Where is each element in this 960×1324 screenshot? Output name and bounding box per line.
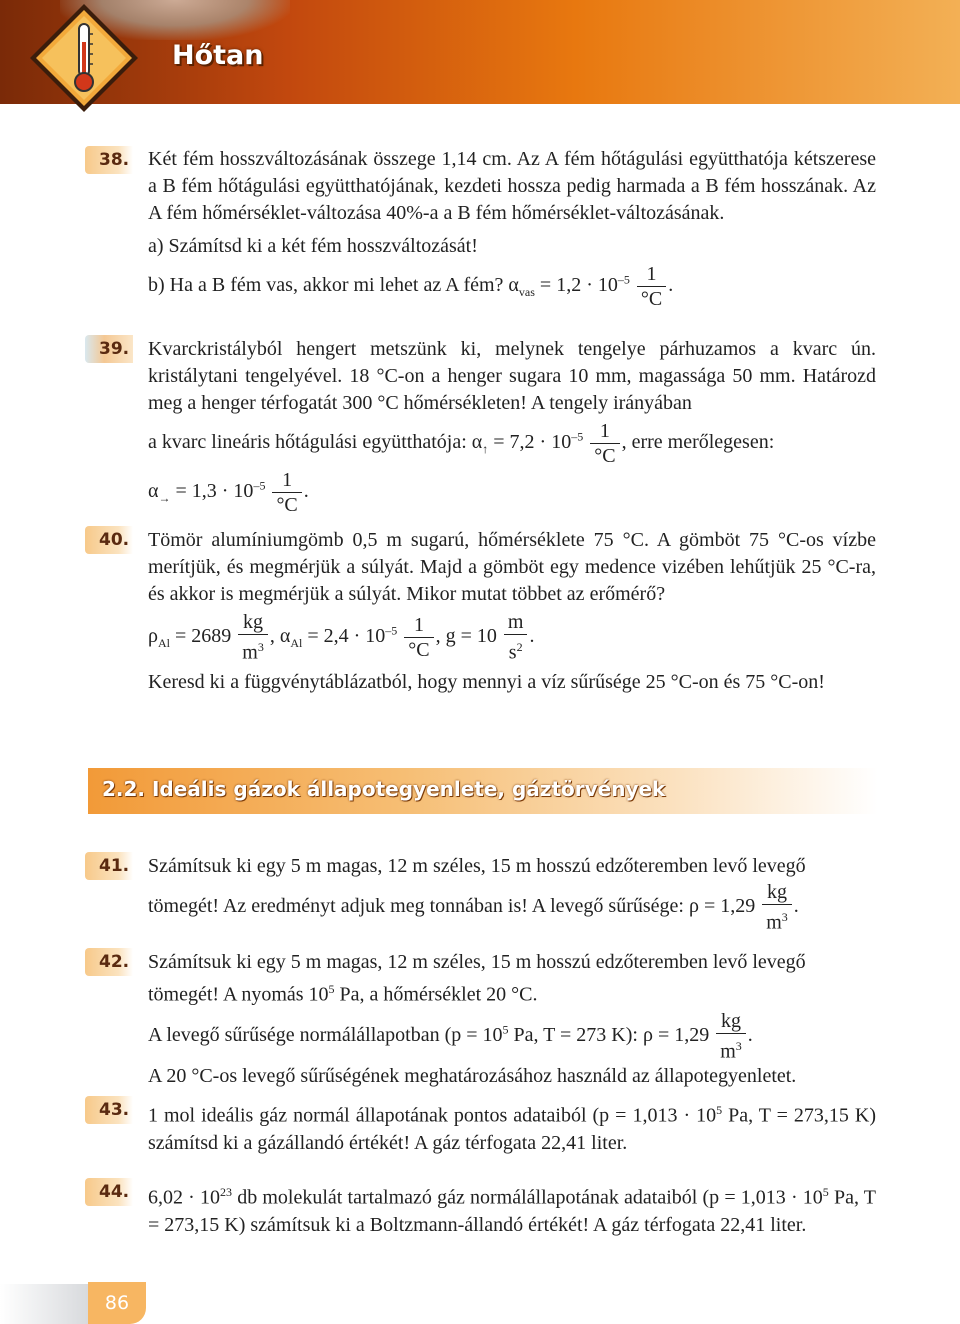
numerator: m xyxy=(504,610,528,635)
punctuation: . xyxy=(793,894,799,917)
text: A levegő sűrűsége normálállapotban (p = 10 xyxy=(148,1023,503,1046)
exponent: –5 xyxy=(617,272,630,287)
denominator: °C xyxy=(640,288,663,310)
subscript: Al xyxy=(290,635,303,650)
exponent: 5 xyxy=(502,1021,509,1036)
problem-number: 41. xyxy=(85,852,133,880)
formula-text: , g = 10 xyxy=(435,624,497,647)
problem-text: Pa, T = 273,15 K) számítsd ki a gázállandó értékét! A gáz térfogata 22,41 liter. xyxy=(148,1104,876,1154)
exponent: 5 xyxy=(328,982,335,996)
formula-line xyxy=(148,419,876,468)
problem-number: 40. xyxy=(85,526,133,554)
problem-40 xyxy=(148,527,876,696)
formula-line xyxy=(148,610,876,665)
subscript: → xyxy=(158,491,171,506)
problem-43 xyxy=(148,1097,876,1157)
numerator: kg xyxy=(716,1009,746,1034)
numerator: 1 xyxy=(404,613,433,638)
fraction xyxy=(637,262,666,311)
problem-number: 43. xyxy=(85,1096,133,1124)
problem-number: 44. xyxy=(85,1178,133,1206)
exponent: 3 xyxy=(781,910,788,924)
formula-text: α xyxy=(148,480,159,503)
fraction xyxy=(238,610,268,665)
problem-text: 1 mol ideális gáz normál állapotának pontos adataiból (p = 1,013 · 10 xyxy=(148,1104,717,1127)
fraction xyxy=(272,468,301,517)
problem-text: tömegét! Az eredményt adjuk meg tonnában is! A levegő sűrűsége: ρ = 1,29 xyxy=(148,894,756,917)
punctuation: . xyxy=(668,274,674,297)
fraction xyxy=(504,610,528,665)
problem-part-b xyxy=(148,262,876,311)
numerator: 1 xyxy=(637,262,666,287)
subscript: vas xyxy=(518,285,535,300)
exponent: –5 xyxy=(253,478,266,493)
punctuation: . xyxy=(529,624,535,647)
problem-text: Tömör alumíniumgömb 0,5 m sugarú, hőmérséklete 75 °C. A gömböt 75 °C-os vízbe merítjük, és megmérjük a súlyát. Majd a gömböt egy medence vizében lehűtjük 25 °C-ra, és akkor is megmérjük a súlyát. Mikor mutat többet az erőmérő? xyxy=(148,529,876,605)
problem-text: Kvarckristályból hengert metszünk ki, melynek tengelye párhuzamos a kvarc ún. kristálytani tengelyével. 18 °C-on a henger sugara 10 mm, magassága 50 mm. Határozd meg a henger térfogatát 300 °C hőmérsékleten! A tengely irányában xyxy=(148,338,876,414)
formula-text: , α xyxy=(269,624,291,647)
punctuation: . xyxy=(303,480,309,503)
formula-text: ρ xyxy=(148,624,158,647)
text: Pa, a hőmérséklet 20 °C. xyxy=(334,983,538,1006)
problem-text: Pa, T = 273,15 K) számítsuk ki a Boltzmann-állandó értékét! A gáz térfogata 22,41 liter. xyxy=(148,1186,877,1236)
problem-text: 6,02 · 10 xyxy=(148,1186,221,1209)
denominator xyxy=(762,905,792,935)
text: Pa, T = 273 K): ρ = 1,29 xyxy=(508,1023,710,1046)
thermometer-warning-icon xyxy=(28,2,140,114)
fraction xyxy=(716,1009,746,1064)
value: = 2,4 · 10 xyxy=(307,624,386,647)
formula-text: a kvarc lineáris hőtágulási együtthatója: α xyxy=(148,431,483,454)
unit: m xyxy=(720,1040,736,1063)
footer-strip xyxy=(0,1284,88,1324)
numerator: 1 xyxy=(272,468,301,493)
exponent: –5 xyxy=(571,429,584,444)
problem-text xyxy=(148,976,876,1009)
exponent: 5 xyxy=(822,1185,829,1199)
problem-text: A 20 °C-os levegő sűrűségének meghatározásához használd az állapotegyenletet. xyxy=(148,1065,797,1088)
chapter-header xyxy=(0,0,960,104)
subscript: ↑ xyxy=(482,442,489,457)
exponent: 3 xyxy=(735,1038,742,1053)
numerator: kg xyxy=(238,610,268,635)
formula-text: , erre merőlegesen: xyxy=(621,431,775,454)
problem-number: 38. xyxy=(85,146,133,174)
numerator: 1 xyxy=(590,419,619,444)
value: = 1,2 · 10 xyxy=(539,274,618,297)
subscript: Al xyxy=(157,635,170,650)
problem-38 xyxy=(148,146,876,311)
denominator: °C xyxy=(594,445,616,467)
page-number: 86 xyxy=(88,1282,146,1324)
formula-line xyxy=(148,880,876,935)
section-title: 2.2. Ideális gázok állapotegyenlete, gáztörvények xyxy=(102,777,666,801)
exponent: 23 xyxy=(220,1185,233,1199)
unit: s xyxy=(508,641,517,664)
problem-text: Keresd ki a függvénytáblázatból, hogy mennyi a víz sűrűsége 25 °C-on és 75 °C-on! xyxy=(148,670,825,693)
problem-41 xyxy=(148,853,876,935)
denominator xyxy=(238,635,268,665)
exponent: –5 xyxy=(385,623,398,638)
denominator: °C xyxy=(408,638,430,661)
denominator xyxy=(504,635,528,665)
punctuation: . xyxy=(747,1023,753,1046)
part-b-text: b) Ha a B fém vas, akkor mi lehet az A fém? α xyxy=(148,274,519,297)
problem-text: Két fém hosszváltozásának összege 1,14 cm. Az A fém hőtágulási együtthatója kétszerese a B fém hőtágulási együtthatójának, kezdeti hossza pedig harmada a B fém hosszának. Az A fém hőmérséklet-változása 40%-a a B fém hőmérséklet-változásának. xyxy=(148,148,876,224)
fraction xyxy=(404,613,433,662)
fraction xyxy=(590,419,619,468)
problem-number: 42. xyxy=(85,948,133,976)
value: = 2689 xyxy=(174,624,232,647)
exponent: 5 xyxy=(716,1103,723,1117)
problem-text: Számítsuk ki egy 5 m magas, 12 m széles, 15 m hosszú edzőteremben levő levegő xyxy=(148,855,806,877)
problem-number: 39. xyxy=(85,335,133,363)
text: tömegét! A nyomás 10 xyxy=(148,983,329,1006)
unit: m xyxy=(242,641,258,664)
formula-line xyxy=(148,1009,876,1064)
numerator: kg xyxy=(762,880,792,905)
problem-text: db molekulát tartalmazó gáz normálállapotának adataiból (p = 1,013 · 10 xyxy=(232,1186,823,1209)
value: = 1,3 · 10 xyxy=(175,480,254,503)
value: = 7,2 · 10 xyxy=(493,431,572,454)
formula-line xyxy=(148,468,876,517)
section-band xyxy=(88,768,878,814)
chapter-title: Hőtan xyxy=(172,40,264,71)
problem-part-a: a) Számítsd ki a két fém hosszváltozását! xyxy=(148,235,478,257)
problem-44 xyxy=(148,1179,876,1239)
fraction xyxy=(762,880,792,935)
denominator xyxy=(716,1034,746,1064)
denominator: °C xyxy=(276,494,298,516)
problem-39 xyxy=(148,336,876,517)
exponent: 2 xyxy=(516,640,523,654)
unit: m xyxy=(766,911,782,934)
problem-text: Számítsuk ki egy 5 m magas, 12 m széles, 15 m hosszú edzőteremben levő levegő xyxy=(148,951,806,973)
problem-42 xyxy=(148,949,876,1090)
exponent: 3 xyxy=(257,640,264,654)
